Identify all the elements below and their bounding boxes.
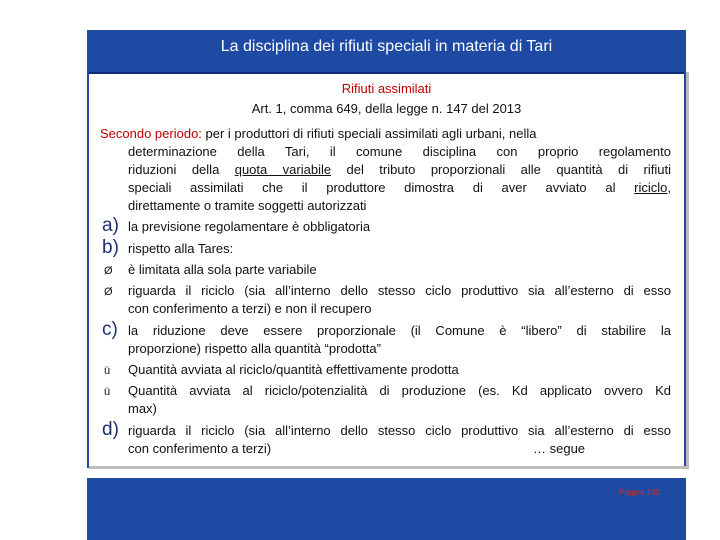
intro-line-1 — [100, 126, 536, 142]
item-d-label: d) — [102, 419, 119, 440]
intro-line-1-text: per i produttori di rifiuti speciali assimilati agli urbani, nella — [201, 126, 537, 141]
item-b-bullet-1: è limitata alla sola parte variabile — [128, 262, 317, 277]
item-a-text: la previsione regolamentare è obbligatoria — [128, 219, 371, 234]
item-d-line-1: riguarda il riciclo (sia all’interno dello stesso ciclo produttivo sia all’esterno di esso — [128, 423, 671, 438]
riciclo-term: riciclo — [634, 180, 668, 195]
check-bullet-icon: ü — [104, 365, 111, 377]
panel-shadow-right — [686, 72, 689, 468]
item-c-check-2-line-1: Quantità avviata al riciclo/potenzialità di produzione (es. Kd applicato ovvero Kd — [128, 383, 671, 398]
panel-shadow-bottom — [89, 466, 689, 469]
slide-heading: Rifiuti assimilati — [341, 81, 432, 96]
intro-line-5: direttamente o tramite soggetti autorizzati — [128, 198, 367, 213]
slide-title: La disciplina dei rifiuti speciali in materia di Tari — [220, 38, 553, 55]
item-c-check-2-line-2: max) — [128, 401, 157, 416]
intro-label: Secondo periodo: — [100, 126, 202, 141]
item-b-label: b) — [102, 237, 119, 258]
item-b-text: rispetto alla Tares: — [128, 241, 234, 256]
arrow-bullet-icon: Ø — [104, 286, 113, 298]
quota-variabile-term: quota variabile — [234, 162, 332, 177]
continue-note: … segue — [533, 441, 586, 456]
item-c-check-1: Quantità avviata al riciclo/quantità effettivamente prodotta — [128, 362, 459, 377]
item-c-line-1: la riduzione deve essere proporzionale (il Comune è “libero” di stabilire la — [128, 323, 671, 338]
intro-line-2: determinazione della Tari, il comune disciplina con proprio regolamento — [128, 144, 671, 159]
slide-subheading: Art. 1, comma 649, della legge n. 147 del 2013 — [251, 101, 522, 116]
intro-line-4: speciali assimilati che il produttore dimostra di aver avviato al riciclo, — [128, 180, 671, 195]
check-bullet-icon: ü — [104, 386, 111, 398]
intro-line-3: riduzioni della quota variabile del tributo proporzionali alle quantità di rifiuti — [128, 162, 671, 177]
page-number: Pagina 130 — [619, 488, 660, 497]
item-c-line-2: proporzione) rispetto alla quantità “prodotta” — [128, 341, 381, 356]
footer-bar — [87, 478, 686, 540]
arrow-bullet-icon: Ø — [104, 265, 113, 277]
item-d-line-2: con conferimento a terzi) — [128, 441, 272, 456]
item-c-label: c) — [102, 319, 118, 340]
item-b-bullet-2-line-2: con conferimento a terzi) e non il recupero — [128, 301, 372, 316]
item-b-bullet-2-line-1: riguarda il riciclo (sia all’interno dello stesso ciclo produttivo sia all’esterno di esso — [128, 283, 671, 298]
title-bar — [87, 30, 686, 74]
item-a-label: a) — [102, 215, 119, 236]
